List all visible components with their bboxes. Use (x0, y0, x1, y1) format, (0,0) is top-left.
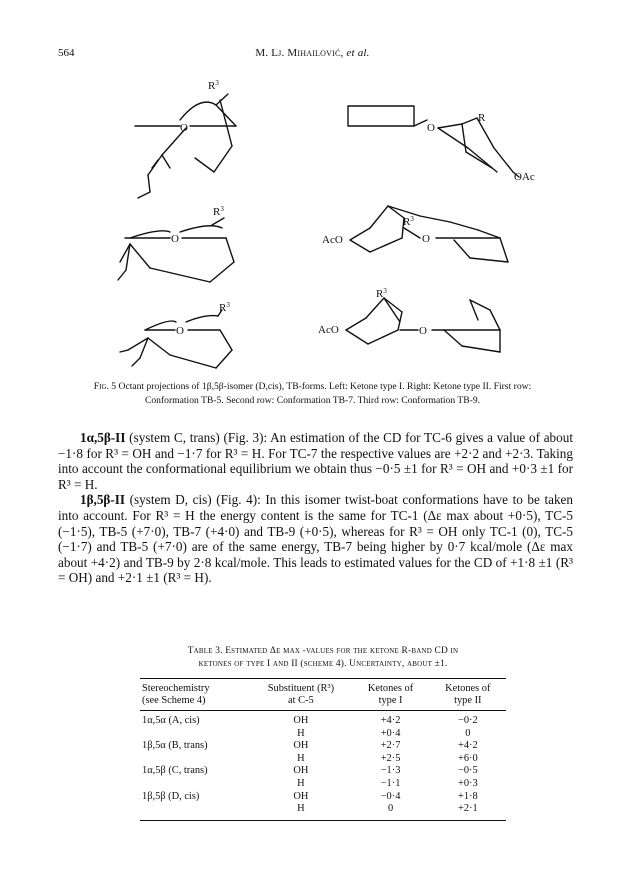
caption-text: Octant projections of 1β,5β-isomer (D,cis), TB-forms. Left: Ketone type I. Right: Ketone type II. First row: Conformation TB-5. Second row: Conformation TB-7. Third row: Conformation TB-9. (118, 381, 532, 406)
table-row: 1β,5α (B, trans) OH +2·7 +4·2 (142, 740, 478, 752)
label-o: O (419, 325, 427, 337)
table-row: H +0·4 0 (297, 727, 471, 739)
header-stereochemistry: Stereochemistry (see Scheme 4) (142, 683, 210, 706)
label-o: O (180, 122, 188, 134)
header-author: M. Lj. Mihailović, (255, 47, 344, 59)
table-row: 1α,5α (A, cis) OH +4·2 −0·2 (142, 715, 478, 726)
table-row: H −1·1 +0·3 (297, 777, 478, 789)
header-etal: et al. (346, 47, 370, 59)
label-r3: $R^3$ (403, 215, 414, 228)
struct-row2-left (118, 218, 234, 282)
table-3 (140, 645, 506, 821)
table-row: H 0 +2·1 (140, 803, 506, 820)
label-r3: $R^3$ (208, 79, 219, 92)
label-r3: $R^3$ (213, 205, 224, 218)
table-title-line: ketones of type I and II (scheme 4). Uncertainty, about ±1. (198, 658, 448, 669)
header-substituent: Substituent (R³) at C-5 (267, 683, 335, 706)
table-title (140, 645, 506, 670)
figure-5-octant-projections (0, 0, 625, 380)
header-type-i: Ketones of type I (367, 683, 414, 706)
data-table (140, 678, 506, 821)
struct-row1-left (135, 94, 236, 198)
label-aco: AcO (322, 234, 343, 246)
table-row: H +2·5 +6·0 (297, 752, 478, 764)
struct-row3-left (120, 310, 232, 368)
label-r: R (478, 112, 486, 124)
label-o: O (422, 233, 430, 245)
figure-caption (85, 380, 540, 408)
table-title-line: Table 3. Estimated Δε max -values for the ketone R-band CD in (187, 646, 459, 656)
label-o: O (176, 325, 184, 337)
header-type-ii: Ketones of type II (445, 683, 491, 706)
caption-prefix: Fig. 5 (93, 381, 117, 392)
label-o: O (427, 122, 435, 134)
label-r3: $R^3$ (376, 287, 387, 300)
table-row: 1α,5β (C, trans) OH −1·3 −0·5 (142, 765, 478, 777)
paragraph-text: (system C, trans) (Fig. 3): An estimation of the CD for TC-6 gives a value of about −1·8 for R³ = OH and −1·7 for R³ = H. For TC-7 the respective values are +2·2 and +2·3. Taking into account the conformational equilibrium we obtain thus −0·5 ±1 for R³ = OH and +0·3 ±1 for R³ = H. (58, 430, 573, 492)
table-row: 1β,5β (D, cis) OH −0·4 +1·8 (142, 790, 478, 802)
paragraph (58, 492, 573, 586)
label-oac: OAc (514, 171, 535, 183)
paragraph-text: (system D, cis) (Fig. 4): In this isomer twist-boat conformations have to be taken into account. For R³ = H the energy content is the same for TC-1 (Δε max about +0·5), TC-5 (−1·5), TB-5 (+7·0), TB-7 (+4·0) and TB-9 (+0·5), whereas for R³ = OH only TC-1 (0), TC-5 (−1·7) and TB-5 (+7·0) are of the same energy, TB-7 being higher by 0·7 kcal/mole (Δε max about +4·2) and TB-9 by 2·8 kcal/mole. This leads to estimated values for the CD of +1·8 ±1 (R³ = OH) and +2·1 ±1 (R³ = H). (58, 492, 574, 586)
label-aco: AcO (318, 324, 339, 336)
page-number: 564 (58, 47, 75, 59)
body-text (58, 430, 573, 586)
paragraph (58, 430, 573, 492)
paragraph-heading: 1α,5β-II (80, 430, 126, 445)
label-r3: $R^3$ (219, 301, 230, 314)
table-header-row (140, 679, 506, 711)
struct-row1-right (348, 106, 519, 177)
label-o: O (171, 233, 179, 245)
paragraph-heading: 1β,5β-II (80, 492, 126, 508)
